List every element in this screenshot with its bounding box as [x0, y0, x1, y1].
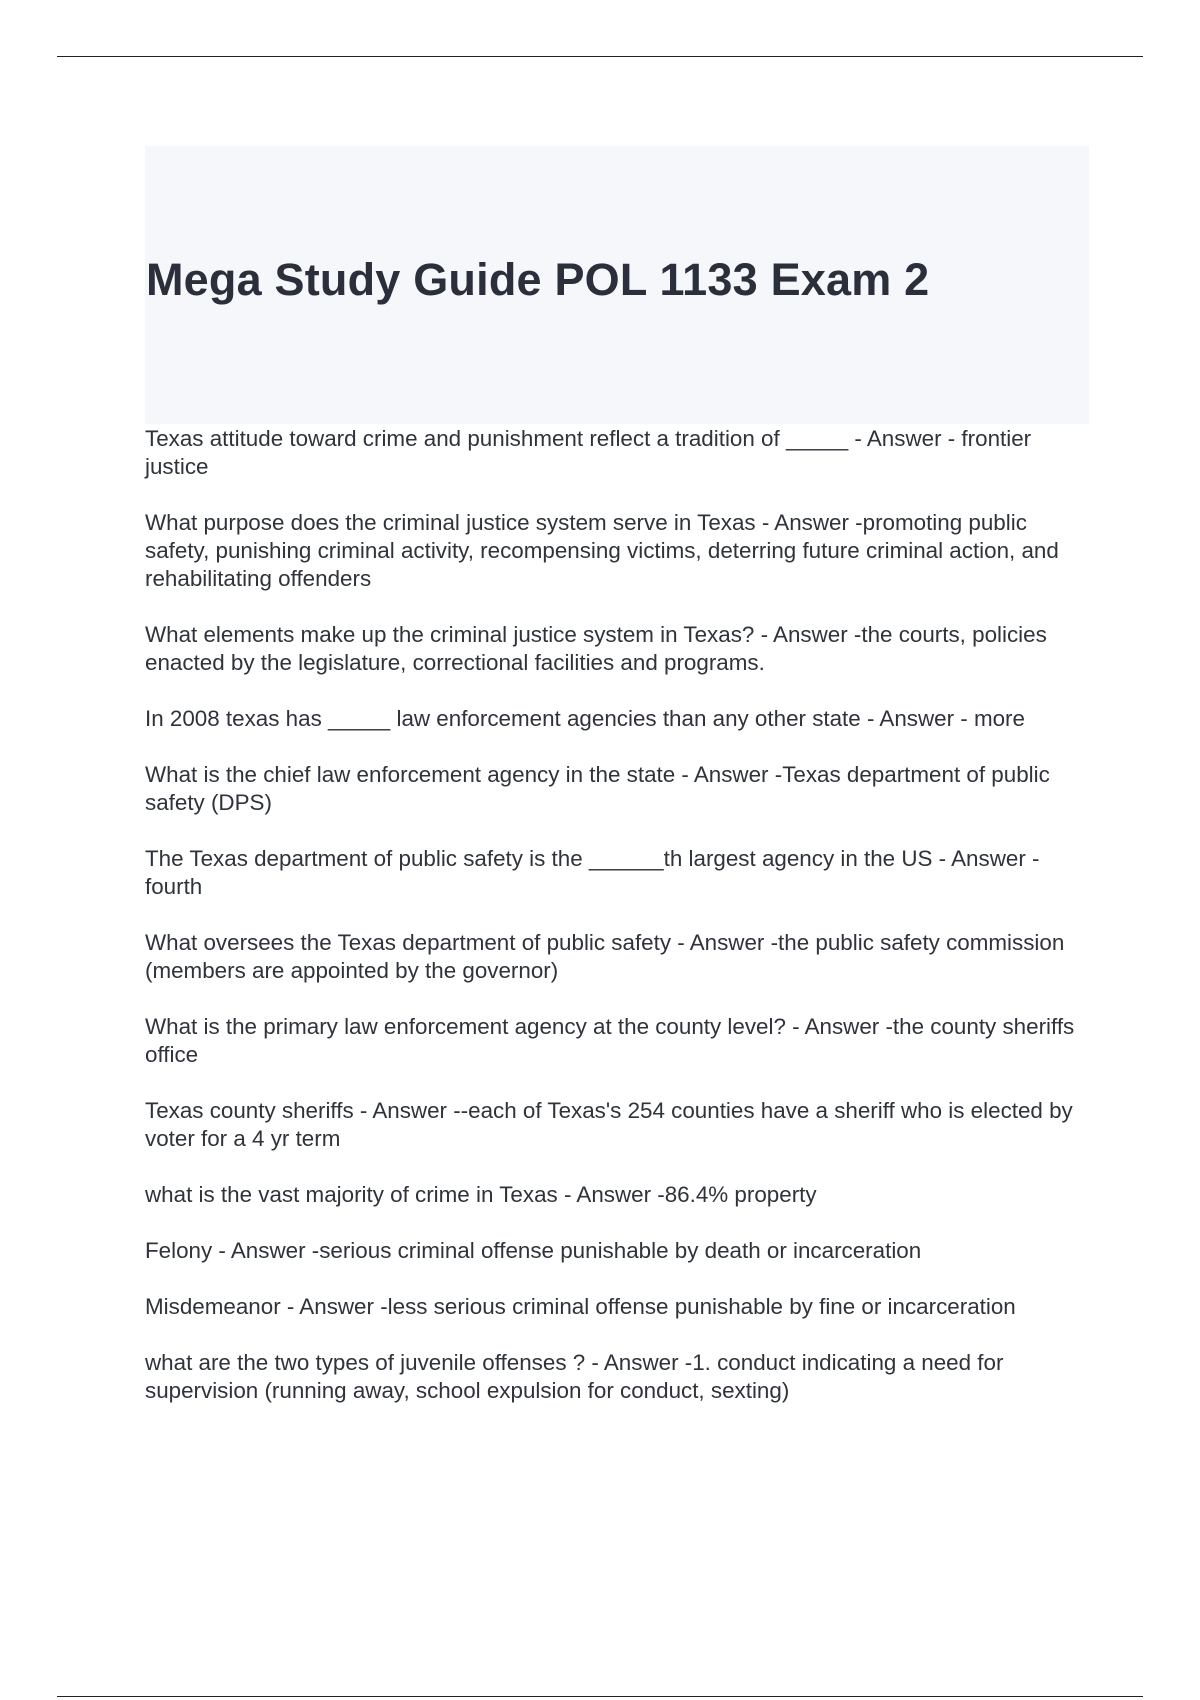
qa-item: Texas county sheriffs - Answer --each of Texas's 254 counties have a sheriff who is elected by voter for a 4 yr term	[145, 1098, 1073, 1151]
qa-item: What oversees the Texas department of public safety - Answer -the public safety commission (members are appointed by the governor)	[145, 930, 1065, 983]
bottom-divider	[57, 1696, 1143, 1697]
qa-item: Misdemeanor - Answer -less serious criminal offense punishable by fine or incarceration	[145, 1294, 1016, 1319]
qa-item: what are the two types of juvenile offenses ? - Answer -1. conduct indicating a need for supervision (running away, school expulsion for conduct, sexting)	[145, 1350, 1004, 1403]
qa-item: In 2008 texas has _____ law enforcement agencies than any other state - Answer - more	[145, 706, 1025, 731]
qa-item: What is the primary law enforcement agency at the county level? - Answer -the county sheriffs office	[145, 1014, 1075, 1067]
qa-item: Texas attitude toward crime and punishment reflect a tradition of _____ - Answer - frontier justice	[145, 426, 1032, 479]
qa-item: The Texas department of public safety is the ______th largest agency in the US - Answer -fourth	[145, 846, 1040, 899]
document-title: Mega Study Guide POL 1133 Exam 2	[146, 254, 930, 305]
qa-item: what is the vast majority of crime in Texas - Answer -86.4% property	[145, 1182, 817, 1207]
qa-list	[145, 425, 1090, 1433]
qa-item: What is the chief law enforcement agency in the state - Answer -Texas department of public safety (DPS)	[145, 762, 1050, 815]
top-divider	[57, 56, 1143, 57]
title-banner	[145, 146, 1089, 424]
qa-item: What elements make up the criminal justice system in Texas? - Answer -the courts, policies enacted by the legislature, correctional facilities and programs.	[145, 622, 1047, 675]
qa-item: Felony - Answer -serious criminal offense punishable by death or incarceration	[145, 1238, 922, 1263]
qa-item: What purpose does the criminal justice system serve in Texas - Answer -promoting public safety, punishing criminal activity, recompensing victims, deterring future criminal action, and rehabilitating offenders	[145, 510, 1059, 591]
